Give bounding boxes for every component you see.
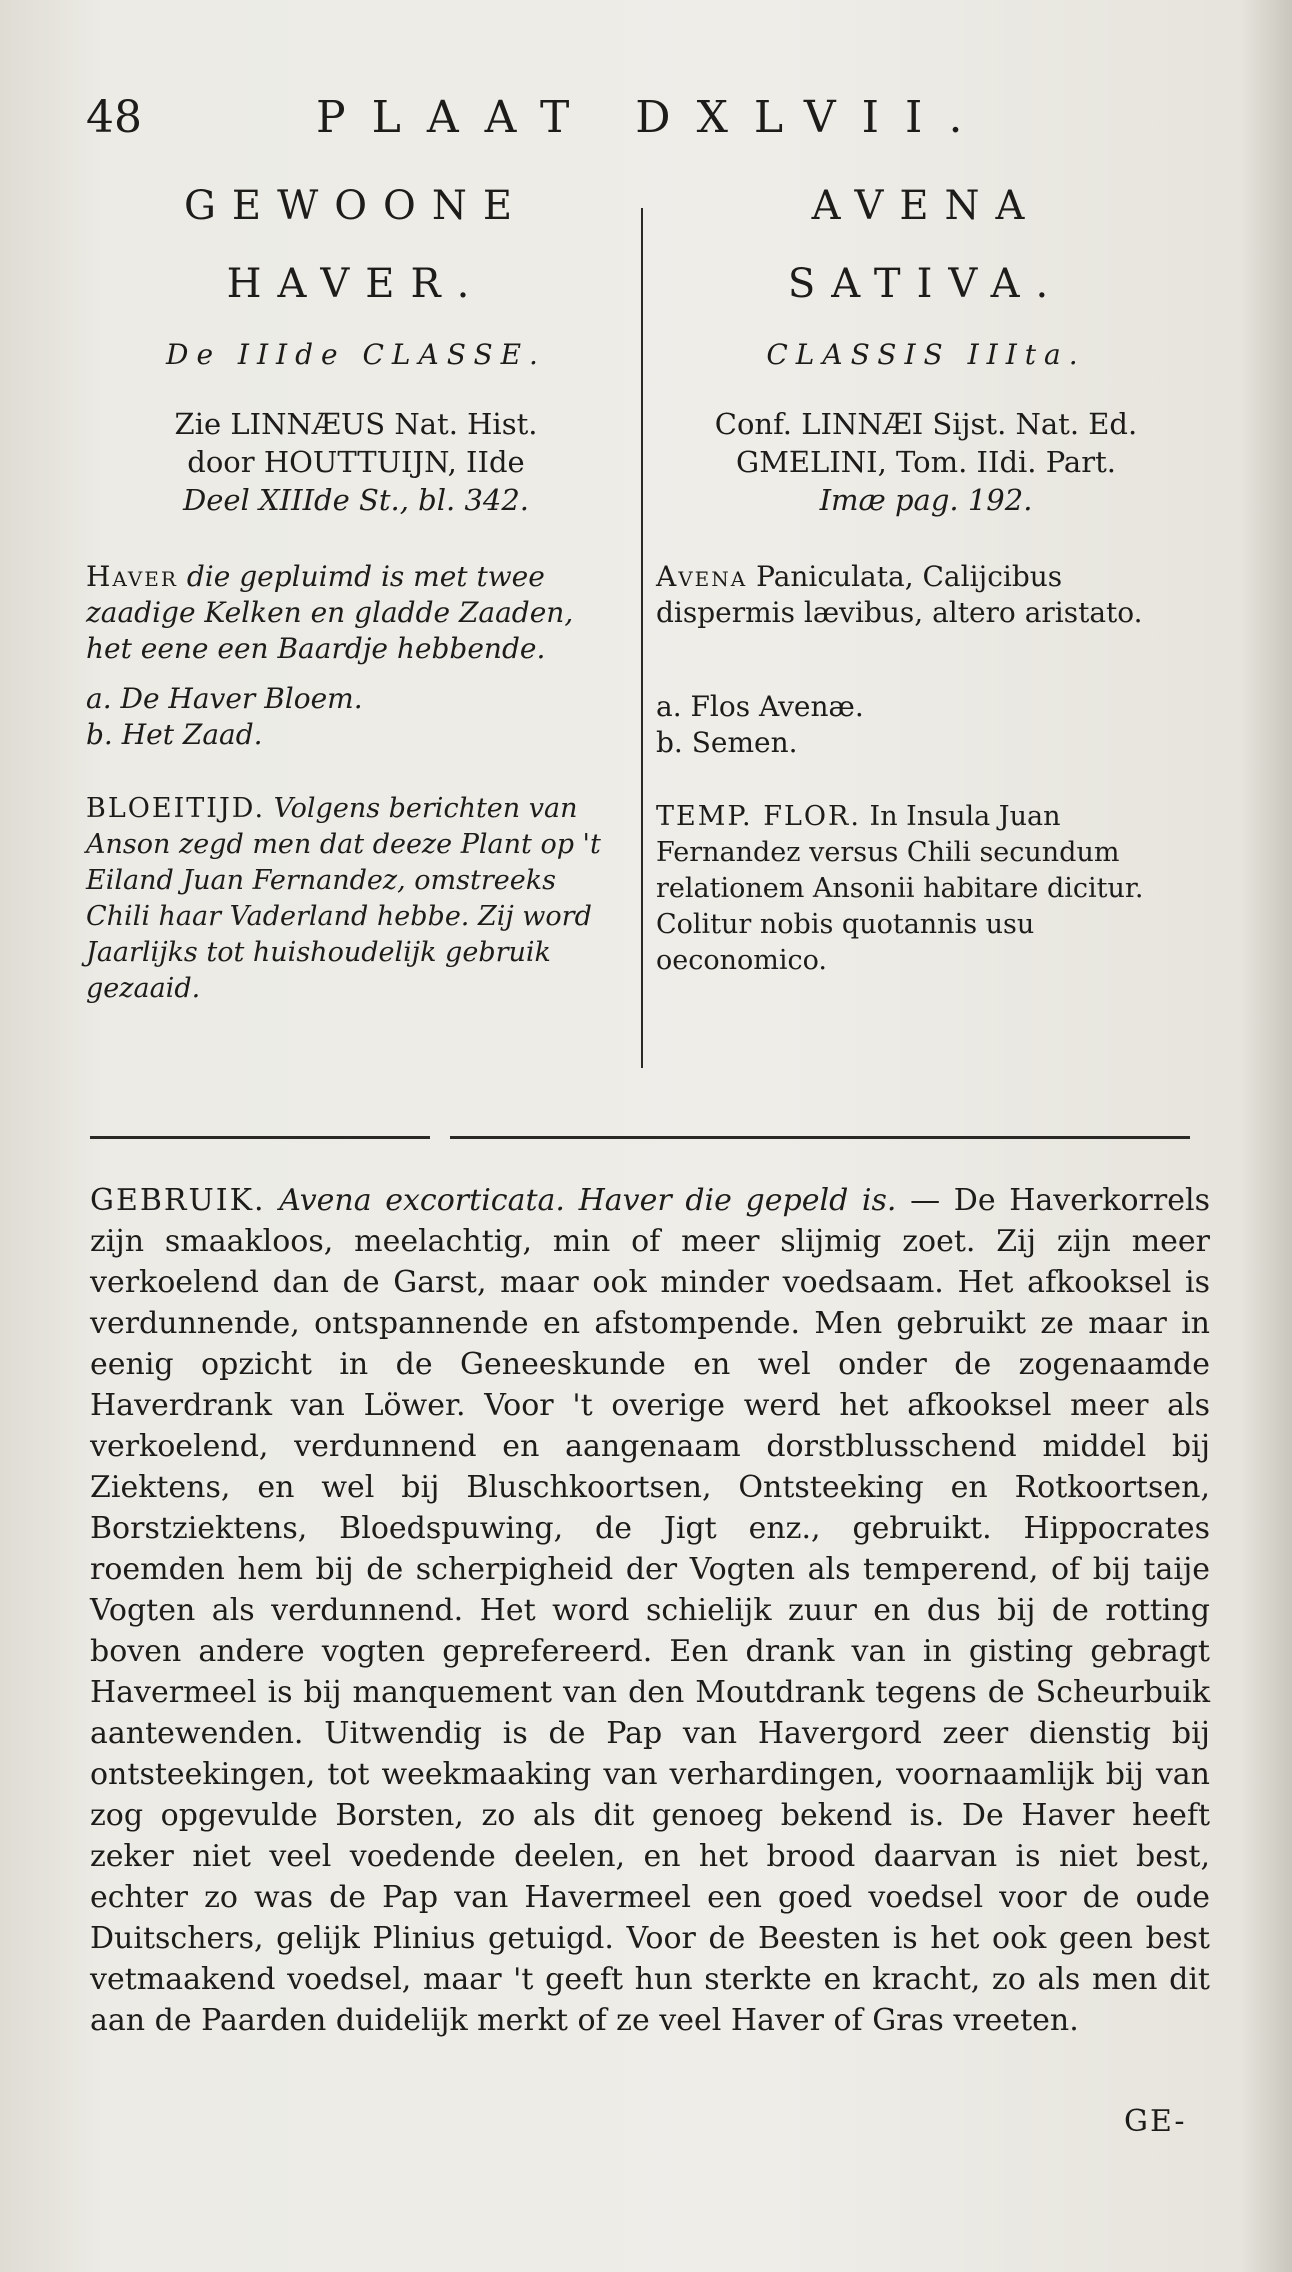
page-number: 48 <box>86 92 142 143</box>
dutch-figure-list <box>86 681 626 753</box>
latin-reference-line1: Conf. LINNÆI Sijst. Nat. Ed. <box>714 407 1138 441</box>
dutch-description-text: die gepluimd is met twee zaadige Kelken en gladde Zaaden, het eene een Baardje hebbende. <box>86 560 574 665</box>
catchword: GE- <box>1124 2104 1187 2139</box>
latin-figure-list <box>656 689 1196 761</box>
dutch-flowering <box>86 791 626 1007</box>
latin-flowering-label: TEMP. FLOR. <box>656 801 861 832</box>
latin-item-b: b. Semen. <box>656 726 798 759</box>
usage-subject: Avena excorticata. Haver die gepeld is. <box>279 1183 897 1218</box>
dutch-reference-line1: Zie LINNÆUS Nat. Hist. <box>174 407 538 441</box>
latin-item-a: a. Flos Avenæ. <box>656 690 864 723</box>
dutch-reference <box>86 405 626 519</box>
rule-left <box>90 1136 430 1139</box>
latin-flowering-text: In Insula Juan Fernandez versus Chili secundum relationem Ansonii habitare dicitur. Colitur nobis quotannis usu oeconomico. <box>656 801 1144 976</box>
latin-column <box>656 178 1196 979</box>
usage-paragraph <box>90 1180 1210 2041</box>
latin-flowering <box>656 799 1196 979</box>
section-rules <box>90 1136 1190 1140</box>
dutch-title-line1: GEWOONE <box>183 183 529 229</box>
latin-description-lead: Avena <box>656 560 748 593</box>
dutch-reference-line2: door HOUTTUIJN, IIde <box>187 445 525 479</box>
dutch-flowering-label: BLOEITIJD. <box>86 793 266 824</box>
latin-class: CLASSIS IIIta. <box>766 338 1086 371</box>
usage-label: GEBRUIK. <box>90 1183 266 1218</box>
latin-reference-line3: Imæ pag. 192. <box>819 483 1033 517</box>
dutch-class: De IIIde CLASSE. <box>166 338 546 371</box>
usage-text: — De Haverkorrels zijn smaakloos, meelachtig, min of meer slijmig zoet. Zij zijn meer verkoelend dan de Garst, maar ook minder voedsaam. Het afkooksel is verdunnende, ontspannende en afstompende. Men gebruikt ze maar in eenig opzicht in de Geneeskunde en wel onder de zogenaamde Haverdrank van Löwer. Voor 't overige werd het afkooksel meer als verkoelend, verdunnend en aangenaam dorstblusschend middel bij Ziektens, en wel bij Bluschkoortsen, Ontsteeking en Rotkoortsen, Borstziektens, Bloedspuwing, de Jigt enz., gebruikt. Hippocrates roemden hem bij de scherpigheid der Vogten als temperend, of bij taije Vogten als verdunnend. Het word schielijk zuur en dus bij de rotting boven andere vogten geprefereerd. Een drank van in gisting gebragt Havermeel is bij manquement van den Moutdrank tegens de Scheurbuik aantewenden. Uitwendig is de Pap van Havergord zeer dienstig bij ontsteekingen, tot weekmaaking van verhardingen, voornaamlijk bij van zog opgevulde Borsten, zo als dit genoeg bekend is. De Haver heeft zeker niet veel voedende deelen, en het brood daarvan is niet best, echter zo was de Pap van Havermeel een goed voedsel voor de oude Duitschers, gelijk Plinius getuigd. Voor de Beesten is het ook geen best vetmaakend voedsel, maar 't geeft hun sterkte en kracht, zo als men dit aan de Paarden duidelijk merkt of ze veel Haver of Gras vreeten. <box>90 1183 1210 2038</box>
latin-title-line1: AVENA <box>811 183 1041 229</box>
dutch-item-a: a. De Haver Bloem. <box>86 682 363 715</box>
rule-right <box>450 1136 1190 1139</box>
latin-reference-line2: GMELINI, Tom. IIdi. Part. <box>736 445 1116 479</box>
dutch-description-lead: Haver <box>86 560 178 593</box>
latin-reference <box>656 405 1196 519</box>
latin-description <box>656 559 1196 631</box>
dutch-description <box>86 559 626 667</box>
two-column-section <box>86 178 1236 1068</box>
column-divider <box>641 208 643 1068</box>
dutch-flowering-text: Volgens berichten van Anson zegd men dat deeze Plant op 't Eiland Juan Fernandez, omstreeks Chili haar Vaderland hebbe. Zij word Jaarlijks tot huishoudelijk gebruik gezaaid. <box>86 793 601 1004</box>
dutch-title-line2: HAVER. <box>226 261 486 307</box>
page-header <box>86 92 1236 152</box>
dutch-item-b: b. Het Zaad. <box>86 718 263 751</box>
plate-title: PLAAT DXLVII. <box>316 92 989 143</box>
dutch-reference-line3: Deel XIIIde St., bl. 342. <box>182 483 530 517</box>
latin-description-text: Paniculata, Calijcibus dispermis lævibus, altero aristato. <box>656 560 1143 629</box>
dutch-column <box>86 178 626 1007</box>
latin-title-line2: SATIVA. <box>787 261 1065 307</box>
